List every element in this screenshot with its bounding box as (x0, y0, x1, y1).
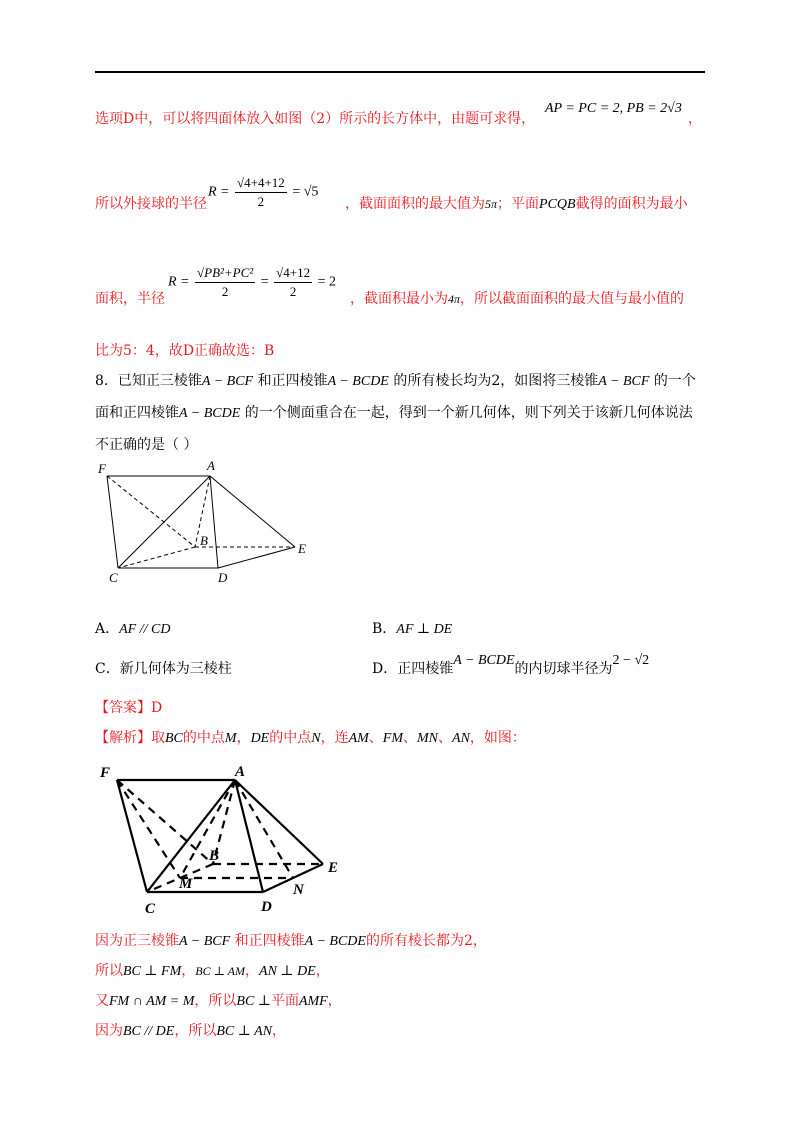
frac-num: √4+4+12 (235, 175, 287, 193)
label-n: N (293, 882, 304, 898)
label-d: D (261, 899, 272, 915)
prev-line-4-text: 比为5：4，故D正确故选：B (95, 343, 275, 359)
option-d-label: D． (372, 661, 398, 677)
a-mn: MN (417, 731, 439, 746)
label-f: F (98, 461, 106, 476)
a-bc-fm: BC ⊥ FM (123, 964, 182, 979)
option-c-label: C． (95, 661, 120, 677)
prev-line-2 (95, 193, 207, 213)
label-e: E (328, 860, 339, 876)
a-am: AM (348, 731, 369, 746)
a-an-de: AN ⊥ DE (259, 964, 316, 979)
prev-line-3-after: ，截面积最小为 (350, 291, 448, 307)
a-an: AN (452, 731, 470, 746)
a-text: ，如图： (469, 730, 526, 746)
analysis-line-1 (95, 727, 526, 747)
question-line-2 (95, 402, 693, 422)
option-b-math: AF ⊥ DE (396, 622, 453, 637)
label-d: D (218, 570, 228, 585)
a-pyr: A − BCDE (304, 934, 366, 949)
a-sep: ， (272, 1023, 287, 1039)
a-sep: 、 (368, 730, 383, 746)
answer-label: 【答案】 (95, 700, 151, 716)
option-a[interactable] (95, 618, 170, 638)
a-text: ，连 (320, 730, 349, 746)
prev-line-2-text: 所以外接球的半径 (95, 196, 207, 212)
a-m: M (224, 731, 237, 746)
label-a: A (235, 764, 246, 780)
question-line-1 (95, 370, 696, 390)
prev-line-2-after: ，截面面积的最大值为 (345, 196, 485, 212)
edge-ae (235, 780, 323, 864)
q-text: 的一个 (653, 373, 696, 389)
a-amf: AMF (298, 994, 328, 1009)
question-number: 8． (95, 373, 118, 389)
a-text: 的中点 (182, 730, 225, 746)
a-bc-an: BC ⊥ AN (216, 1024, 273, 1039)
edge-fb (107, 476, 195, 547)
a-fm-am: FM ∩ AM = M (109, 994, 195, 1009)
option-a-math: AF // CD (119, 622, 171, 637)
a-text: 所以 (95, 963, 123, 979)
analysis-label: 【解析】 (95, 730, 151, 746)
prev-line-4 (95, 340, 274, 360)
a-text: 又 (95, 993, 109, 1009)
a-bc-perp: BC ⊥ (236, 994, 271, 1009)
a-tet: A − BCF (179, 934, 231, 949)
a-text: ，所以 (174, 1023, 217, 1039)
label-c: C (109, 570, 118, 585)
edge-am (180, 780, 235, 878)
option-c[interactable] (95, 658, 232, 678)
label-b: B (200, 533, 208, 548)
edge-de (218, 547, 295, 568)
label-f: F (100, 765, 111, 781)
a-n: N (311, 731, 321, 746)
label-b: B (209, 848, 220, 864)
q-tet: A − BCF (201, 374, 254, 389)
option-b[interactable] (372, 618, 452, 638)
answer-value: D (151, 700, 163, 716)
figure-1 (90, 455, 330, 595)
header-rule (95, 71, 705, 73)
a-bc: BC (165, 731, 183, 746)
a-text: 的中点 (269, 730, 312, 746)
prev-line-3-tail: ，所以截面面积的最大值与最小值的 (460, 291, 685, 307)
option-a-label: A． (95, 621, 120, 637)
edge-ad (210, 476, 218, 568)
label-e: E (298, 541, 306, 556)
prev-line-1-text: 选项D中，可以将四面体放入如图（2）所示的长方体中，由题可求得， (95, 111, 536, 127)
prev-line-1-end (688, 108, 702, 128)
prev-line-3-formula: R = $\frac{\text{√PB²+PC²}}{2}$ = $\frac{√4+12}{2}$ = 2 (168, 265, 336, 299)
prev-line-3-rest (350, 288, 684, 308)
q-pyr: A − BCDE (327, 374, 389, 389)
q-text: 的所有棱长均为2，如图将三棱锥 (393, 373, 599, 389)
a-sep: 、 (403, 730, 418, 746)
label-c: C (145, 901, 156, 917)
plane-pcqb: PCQB (539, 197, 576, 212)
a-text: 因为 (95, 1023, 123, 1039)
q-pyr2: A − BCDE (179, 406, 241, 421)
q-text: 不正确的是（ ） (95, 437, 198, 453)
a-text: 因为正三棱锥 (95, 933, 179, 949)
prev-line-2-formula (208, 175, 318, 210)
prev-line-2-rest (345, 193, 688, 213)
a-text: 的所有棱长都为2， (365, 933, 487, 949)
frac-num-pb-pc: √PB²+PC² (195, 265, 255, 283)
a-text: 和正四棱锥 (234, 933, 305, 949)
option-d-math: A − BCDE (453, 653, 515, 668)
prev-line-3 (95, 288, 165, 308)
question-line-3 (95, 434, 197, 454)
edge-fb (117, 780, 213, 864)
a-text: 平面 (270, 993, 299, 1009)
q-text: 和正四棱锥 (257, 373, 328, 389)
option-d-text1: 正四棱锥 (397, 661, 454, 677)
answer-line (95, 697, 162, 717)
a-fm: FM (382, 731, 404, 746)
prev-line-1 (95, 108, 535, 128)
analysis-line-4 (95, 990, 342, 1010)
a-sep: 、 (438, 730, 453, 746)
a-sep: ， (315, 963, 330, 979)
analysis-line-2 (95, 930, 487, 950)
a-text: ， (236, 730, 251, 746)
figure-2 (95, 760, 355, 920)
prev-line-2-tail: 截得的面积为最小 (575, 196, 688, 212)
analysis-line-5 (95, 1020, 286, 1040)
prev-line-1-formula (545, 101, 682, 117)
a-sep: ， (327, 993, 342, 1009)
edge-fc (117, 780, 147, 892)
a-text: ，所以 (194, 993, 237, 1009)
a-bc-de: BC // DE (123, 1024, 175, 1039)
edge-ad (235, 780, 263, 892)
eq-2: = 2 (317, 274, 336, 290)
a-sep: ， (181, 963, 196, 979)
prev-line-3-text: 面积，半径 (95, 291, 165, 307)
analysis-line-3 (95, 960, 330, 980)
a-sep: ， (245, 963, 260, 979)
frac-den-2: 2 (289, 284, 297, 299)
val-5pi: 5π (485, 197, 498, 211)
option-d[interactable] (372, 653, 650, 678)
formula-ap-pc-pb: AP = PC = 2, PB = 2√3 (545, 101, 682, 116)
comma: ， (688, 111, 702, 127)
r-eq: R = (208, 184, 230, 200)
q-text: 的一个侧面重合在一起，得到一个新几何体，则下列关于该新几何体说法 (244, 405, 693, 421)
edge-fc (107, 476, 118, 568)
frac-den: 2 (257, 194, 265, 209)
q-text: 面和正四棱锥 (95, 405, 179, 421)
label-a: A (207, 458, 215, 473)
prev-line-2-end: ；平面 (497, 196, 540, 212)
edge-ae (210, 476, 295, 547)
a-bc-am: BC ⊥ AM (195, 964, 246, 978)
option-d-text2: 的内切球半径为 (514, 661, 613, 677)
edge-bc (118, 547, 195, 568)
val-4pi: 4π (448, 292, 461, 306)
a-de: DE (250, 731, 270, 746)
a-text: 取 (151, 730, 165, 746)
frac-den-1: 2 (221, 284, 229, 299)
option-c-text: 新几何体为三棱柱 (119, 661, 232, 677)
frac-num-4-12: √4+12 (274, 265, 312, 283)
q-tet2: A − BCF (598, 374, 650, 389)
r-eq-2: R = (168, 274, 190, 290)
option-d-val: 2 − √2 (612, 653, 650, 668)
option-b-label: B． (372, 621, 397, 637)
eq-sqrt5: = √5 (292, 184, 319, 200)
label-m: M (179, 876, 193, 892)
edge-fm (117, 780, 180, 878)
q-text: 已知正三棱锥 (117, 373, 202, 389)
